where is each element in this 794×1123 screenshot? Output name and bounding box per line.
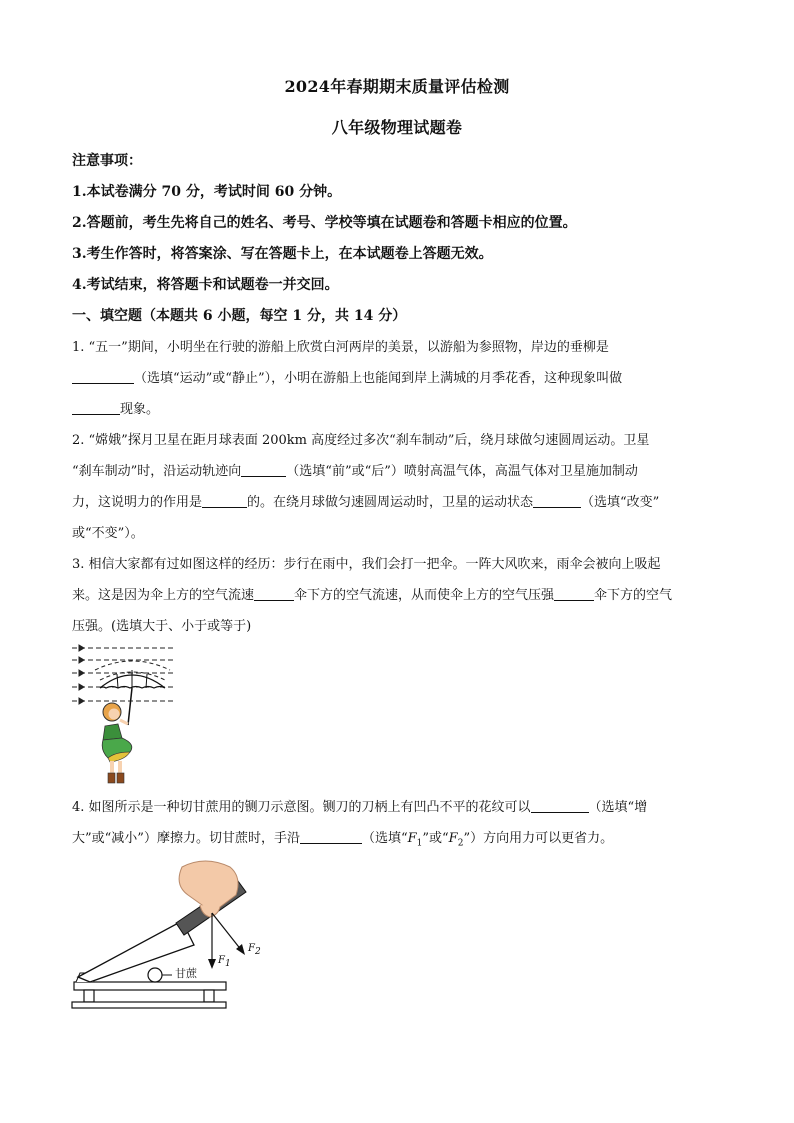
answer-blank [202,493,247,508]
q3-line-1: 3. 相信大家都有过如图这样的经历：步行在雨中，我们会打一把伞。一阵大风吹来，雨伞会被向上吸起 [72,557,661,572]
answer-blank [254,586,294,601]
answer-blank [72,400,120,415]
umbrella-wind-figure [70,640,180,790]
section-heading: 一、填空题（本题共 6 小题，每空 1 分，共 14 分） [72,308,407,324]
q2-line-2: “刹车制动”时，沿运动轨迹向 （选填“前”或“后”）喷射高温气体，高温气体对卫星施加制动 [72,464,638,479]
sugarcane-cutter-figure [70,855,270,1015]
q3-line-3: 压强。(选填大于、小于或等于) [72,619,252,634]
note-item-2: 2.答题前，考生先将自己的姓名、考号、学校等填在试题卷和答题卡相应的位置。 [72,215,577,231]
answer-blank [533,493,581,508]
force-f1-label: $F_1$ [218,955,231,969]
note-item-4: 4.考试结束，将答题卡和试题卷一并交回。 [72,277,339,293]
exam-subtitle: 八年级物理试题卷 [331,118,463,137]
exam-title: 2024年春期期末质量评估检测 [284,77,510,96]
q2-line-3: 力，这说明力的作用是 的。在绕月球做匀速圆周运动时，卫星的运动状态 （选填“改变” [72,495,660,510]
q2-line-4: 或“不变”）。 [72,526,144,541]
answer-blank [531,798,589,813]
q1-line-2: （选填“运动”或“静止”），小明在游船上也能闻到岸上满城的月季花香，这种现象叫做 [72,364,622,394]
q4-line-1: 4. 如图所示是一种切甘蔗用的铡刀示意图。铡刀的刀柄上有凹凸不平的花纹可以 （选填“增 [72,800,648,815]
q3-line-2: 来。这是因为伞上方的空气流速 伞下方的空气流速，从而使伞上方的空气压强 伞下方的空气 [72,588,673,603]
q4-line-2: 大”或“减小”）摩擦力。切甘蔗时，手沿 （选填“$F_1$”或“$F_2$”）方向用力可以更省力。 [72,831,614,849]
q2-line-1: 2. “嫦娥”探月卫星在距月球表面 200km 高度经过多次“刹车制动”后，绕月球做匀速圆周运动。卫星 [72,433,650,448]
q1-line-1: 1. “五一”期间，小明坐在行驶的游船上欣赏白河两岸的美景，以游船为参照物，岸边的垂柳是 [72,340,609,355]
note-item-3: 3.考生作答时，将答案涂、写在答题卡上，在本试题卷上答题无效。 [72,246,493,262]
notes-heading: 注意事项： [72,153,142,169]
sugarcane-label: 甘蔗 [175,967,197,980]
q1-line-3: 现象。 [72,395,159,425]
answer-blank [300,829,362,844]
answer-blank [241,462,286,477]
force-f2-label: $F_2$ [248,943,261,957]
answer-blank [554,586,594,601]
answer-blank [72,369,134,384]
note-item-1: 1.本试卷满分 70 分，考试时间 60 分钟。 [72,184,342,200]
